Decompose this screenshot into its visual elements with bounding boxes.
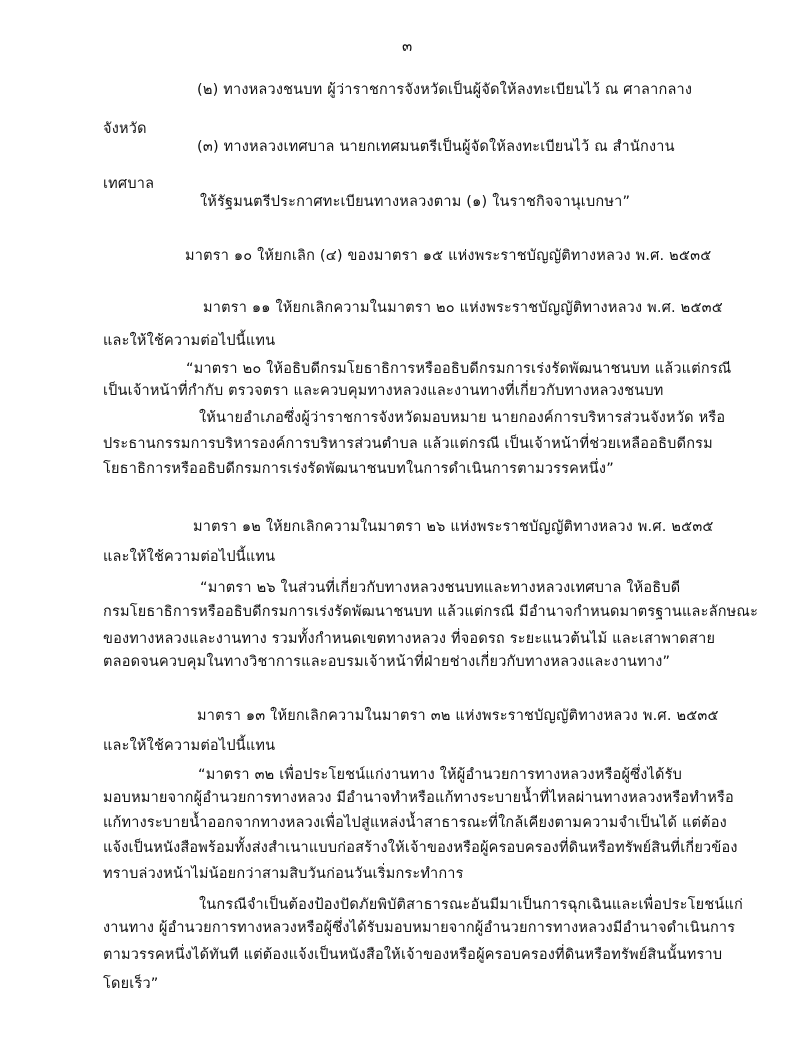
text-line: ตลอดจนควบคุมในทางวิชาการและอบรมเจ้าหน้าที่ฝ่ายช่างเกี่ยวกับทางหลวงและงานทาง” [103, 654, 671, 670]
text-line: และให้ใช้ความต่อไปนี้แทน [103, 333, 276, 349]
text-line: เทศบาล [103, 176, 155, 192]
text-line: ให้รัฐมนตรีประกาศทะเบียนทางหลวงตาม (๑) ในราชกิจจานุเบกษา” [200, 194, 631, 210]
text-line: และให้ใช้ความต่อไปนี้แทน [103, 738, 276, 754]
text-line: และให้ใช้ความต่อไปนี้แทน [103, 549, 276, 565]
section-heading: มาตรา ๑๒ ให้ยกเลิกความในมาตรา ๒๖ แห่งพระราชบัญญัติทางหลวง พ.ศ. ๒๕๓๕ [193, 519, 714, 535]
text-line: แจ้งเป็นหนังสือพร้อมทั้งส่งสำเนาแบบก่อสร้างให้เจ้าของหรือผู้ครอบครองที่ดินหรือทรัพย์สินที่เกี่ยวข้อง [103, 840, 738, 856]
text-line: “มาตรา ๓๒ เพื่อประโยชน์แก่งานทาง ให้ผู้อำนวยการทางหลวงหรือผู้ซึ่งได้รับ [198, 767, 683, 783]
text-line: ให้นายอำเภอซึ่งผู้ว่าราชการจังหวัดมอบหมาย นายกองค์การบริหารส่วนจังหวัด หรือ [199, 410, 726, 426]
section-heading: มาตรา ๑๐ ให้ยกเลิก (๔) ของมาตรา ๑๕ แห่งพระราชบัญญัติทางหลวง พ.ศ. ๒๕๓๕ [185, 248, 712, 264]
text-line: เป็นเจ้าหน้าที่กำกับ ตรวจตรา และควบคุมทางหลวงและงานทางที่เกี่ยวกับทางหลวงชนบท [103, 383, 664, 399]
text-line: ประธานกรรมการบริหารองค์การบริหารส่วนตำบล แล้วแต่กรณี เป็นเจ้าหน้าที่ช่วยเหลืออธิบดีกรม [103, 436, 713, 452]
text-line: มอบหมายจากผู้อำนวยการทางหลวง มีอำนาจทำหรือแก้ทางระบายน้ำที่ไหลผ่านทางหลวงหรือทำหรือ [103, 790, 734, 806]
text-line: ทราบล่วงหน้าไม่น้อยกว่าสามสิบวันก่อนวันเริ่มกระทำการ [103, 866, 464, 882]
text-line: ของทางหลวงและงานทาง รวมทั้งกำหนดเขตทางหลวง ที่จอดรถ ระยะแนวต้นไม้ และเสาพาดสาย [103, 631, 716, 647]
page-number: ๓ [402, 37, 413, 55]
section-heading: มาตรา ๑๓ ให้ยกเลิกความในมาตรา ๓๒ แห่งพระราชบัญญัติทางหลวง พ.ศ. ๒๕๓๕ [197, 708, 719, 724]
text-line: จังหวัด [103, 121, 147, 137]
text-line: กรมโยธาธิการหรืออธิบดีกรมการเร่งรัดพัฒนาชนบท แล้วแต่กรณี มีอำนาจกำหนดมาตรฐานและลักษณะ [103, 604, 759, 620]
section-heading: มาตรา ๑๑ ให้ยกเลิกความในมาตรา ๒๐ แห่งพระราชบัญญัติทางหลวง พ.ศ. ๒๕๓๕ [203, 300, 723, 316]
text-line: (๓) ทางหลวงเทศบาล นายกเทศมนตรีเป็นผู้จัดให้ลงทะเบียนไว้ ณ สำนักงาน [197, 139, 675, 155]
text-line: (๒) ทางหลวงชนบท ผู้ว่าราชการจังหวัดเป็นผู้จัดให้ลงทะเบียนไว้ ณ ศาลากลาง [197, 82, 693, 98]
text-line: แก้ทางระบายน้ำออกจากทางหลวงเพื่อไปสู่แหล่งน้ำสาธารณะที่ใกล้เคียงตามความจำเป็นได้ แต่ต้อง [103, 815, 727, 831]
text-line: ในกรณีจำเป็นต้องป้องปัดภัยพิบัติสาธารณะอันมีมาเป็นการฉุกเฉินและเพื่อประโยชน์แก่ [199, 897, 744, 913]
text-line: ตามวรรคหนึ่งได้ทันที แต่ต้องแจ้งเป็นหนังสือให้เจ้าของหรือผู้ครอบครองที่ดินหรือทรัพย์สินนั้นทราบ [103, 947, 723, 963]
text-line: โดยเร็ว” [103, 976, 159, 992]
text-line: งานทาง ผู้อำนวยการทางหลวงหรือผู้ซึ่งได้รับมอบหมายจากผู้อำนวยการทางหลวงมีอำนาจดำเนินการ [103, 920, 736, 936]
text-line: โยธาธิการหรืออธิบดีกรมการเร่งรัดพัฒนาชนบทในการดำเนินการตามวรรคหนึ่ง” [103, 461, 614, 477]
text-line: “มาตรา ๒๐ ให้อธิบดีกรมโยธาธิการหรืออธิบดีกรมการเร่งรัดพัฒนาชนบท แล้วแต่กรณี [186, 361, 732, 377]
text-line: “มาตรา ๒๖ ในส่วนที่เกี่ยวกับทางหลวงชนบทและทางหลวงเทศบาล ให้อธิบดี [200, 580, 681, 596]
